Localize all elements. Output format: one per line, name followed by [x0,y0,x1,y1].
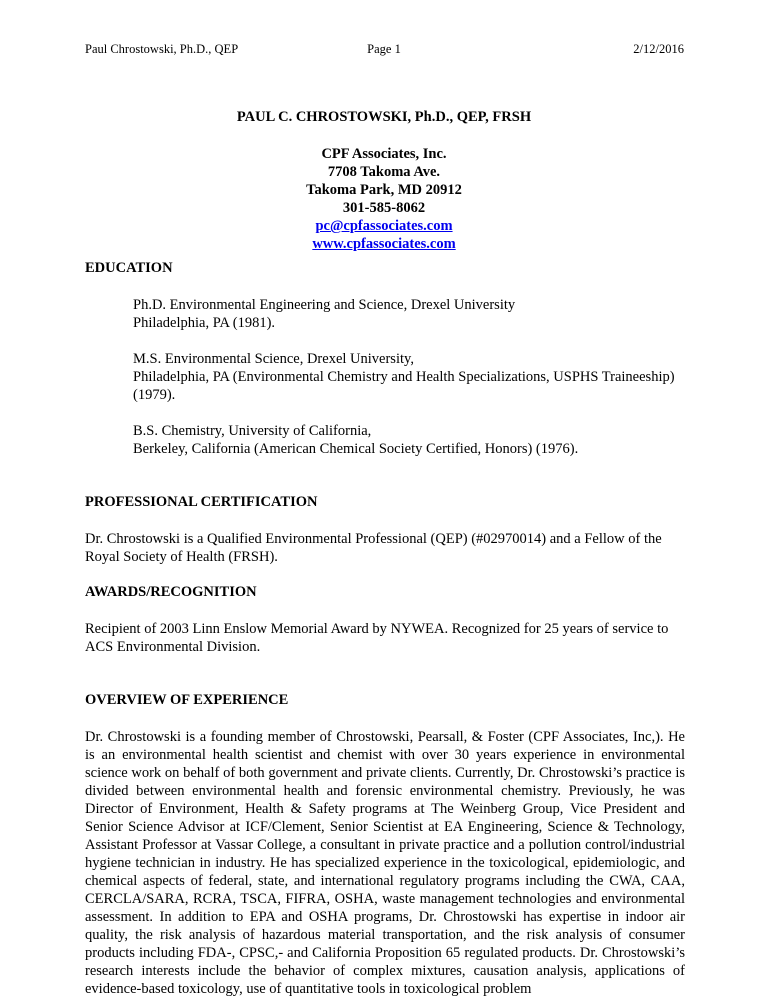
certification-heading: PROFESSIONAL CERTIFICATION [85,494,318,510]
overview-text: Dr. Chrostowski is a founding member of Chrostowski, Pearsall, & Foster (CPF Associates, Inc,). He is an environmental health scientist and chemist with over 30 years experience in environmental science work on behalf of both government and private clients. Currently, Dr. Chrostowski’s practice is divided between environmental health and forensic environmental chemistry. Previously, he was Director of Environment, Health & Safety programs at The Weinberg Group, Vice President and Senior Science Advisor at ICF/Clement, Senior Scientist at EA Engineering, Science & Technology, Assistant Professor at Vassar College, a consultant in private practice and a pollution control/industrial hygiene technician in industry. He has specialized experience in the toxicological, epidemiologic, and chemical aspects of federal, state, and international regulatory programs including the CWA, CAA, CERCLA/SARA, RCRA, TSCA, FIFRA, OSHA, waste management technologies and environmental assessment. In addition to EPA and OSHA programs, Dr. Chrostowski has expertise in indoor air quality, the risk analysis of hazardous material transportation, and the risk analysis of consumer products including FDA-, CPSC,- and California Proposition 65 regulated products. Dr. Chrostowski’s research interests include the behavior of complex mixtures, causation analysis, applications of evidence-based toxicology, use of quantitative tools in toxicological problem [85,729,685,997]
header-author: Paul Chrostowski, Ph.D., QEP [85,42,239,56]
email-link[interactable]: pc@cpfassociates.com [315,218,453,234]
header-date: 2/12/2016 [633,42,684,56]
person-name: PAUL C. CHROSTOWSKI, Ph.D., QEP, FRSH [236,109,532,125]
education-entry [133,296,693,332]
phone-number: 301-585-8062 [342,200,426,216]
education-detail: Berkeley, California (American Chemical Society Certified, Honors) (1976). [133,441,579,457]
header-page-number: Page 1 [367,42,401,56]
education-detail: Philadelphia, PA (1981). [133,315,276,331]
education-degree: B.S. Chemistry, University of California, [133,423,372,439]
education-degree: M.S. Environmental Science, Drexel University, [133,351,414,367]
certification-text: Dr. Chrostowski is a Qualified Environmental Professional (QEP) (#02970014) and a Fellow of the Royal Society of Health (FRSH). [85,531,662,565]
website-link[interactable]: www.cpfassociates.com [312,236,456,252]
awards-heading: AWARDS/RECOGNITION [85,584,257,600]
company-name: CPF Associates, Inc. [321,146,447,162]
street-address: 7708 Takoma Ave. [327,164,441,180]
city-address: Takoma Park, MD 20912 [306,182,462,198]
education-heading: EDUCATION [85,260,173,276]
education-detail: Philadelphia, PA (Environmental Chemistry and Health Specializations, USPHS Traineeship) (1979). [133,369,675,403]
education-entry [133,422,693,458]
title-block [0,108,768,253]
education-entry [133,350,693,404]
education-degree: Ph.D. Environmental Engineering and Science, Drexel University [133,297,516,313]
overview-heading: OVERVIEW OF EXPERIENCE [85,692,289,708]
awards-text: Recipient of 2003 Linn Enslow Memorial Award by NYWEA. Recognized for 25 years of service to ACS Environmental Division. [85,621,669,655]
